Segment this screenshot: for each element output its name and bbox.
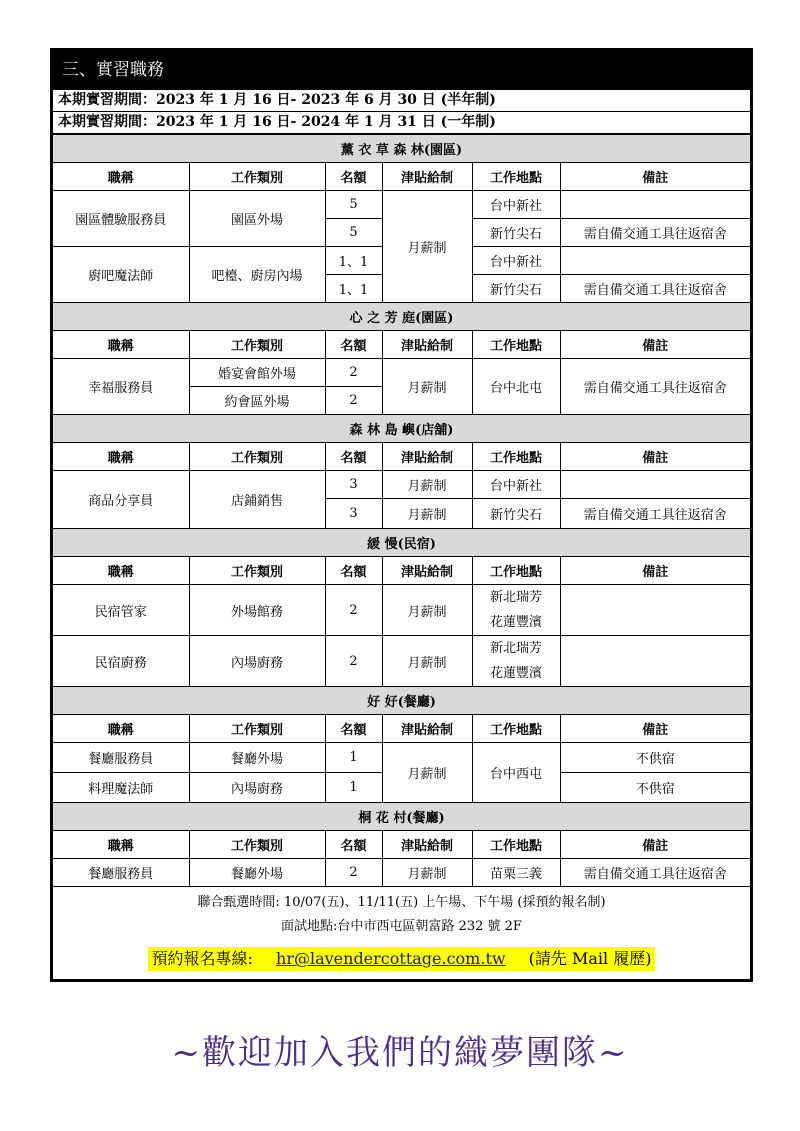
header-remarks: 備註: [560, 831, 750, 859]
job-title: 餐廳服務員: [53, 743, 189, 773]
header-location: 工作地點: [472, 163, 560, 191]
job-quota: 2: [325, 387, 382, 415]
table-row: [53, 471, 750, 499]
job-quota: 1: [325, 743, 382, 773]
job-title: 民宿管家: [53, 585, 189, 636]
job-location: 新竹尖石: [472, 499, 560, 529]
header-title: 職稱: [53, 163, 189, 191]
venue-header: [53, 803, 750, 831]
header-remarks: 備註: [560, 163, 750, 191]
job-quota: 2: [325, 359, 382, 387]
job-allowance: 月薪制: [382, 499, 472, 529]
job-category: 吧檯、廚房內場: [189, 247, 325, 303]
job-location: 台中新社: [472, 247, 560, 275]
header-quota: 名額: [325, 557, 382, 585]
job-remarks: [560, 585, 750, 636]
job-category: 婚宴會館外場: [189, 359, 325, 387]
signup-highlight: [148, 947, 656, 971]
job-location: 台中北屯: [472, 359, 560, 415]
job-quota: 1、1: [325, 247, 382, 275]
header-remarks: 備註: [560, 443, 750, 471]
header-title: 職稱: [53, 331, 189, 359]
job-allowance: 月薪制: [382, 636, 472, 687]
job-allowance: 月薪制: [382, 743, 472, 803]
header-category: 工作類別: [189, 443, 325, 471]
job-title: 民宿廚務: [53, 636, 189, 687]
header-category: 工作類別: [189, 163, 325, 191]
header-allowance: 津貼給制: [382, 163, 472, 191]
table-row: [53, 743, 750, 773]
job-category: 外場館務: [189, 585, 325, 636]
table-row: [53, 636, 750, 687]
venue-header: [53, 529, 750, 557]
job-remarks: 需自備交通工具往返宿舍: [560, 859, 750, 887]
job-category: 餐廳外場: [189, 743, 325, 773]
selection-time: 聯合甄選時間: 10/07(五)、11/11(五) 上午場、下午場 (採預約報名制): [197, 895, 606, 910]
header-category: 工作類別: [189, 715, 325, 743]
job-title: 料理魔法師: [53, 773, 189, 803]
venue-header: [53, 303, 750, 331]
footer: [53, 891, 750, 971]
job-category: 店鋪銷售: [189, 471, 325, 529]
column-headers: [53, 331, 750, 359]
venue-header: [53, 415, 750, 443]
column-headers: [53, 831, 750, 859]
header-location: 工作地點: [472, 557, 560, 585]
signup-line: [53, 947, 750, 971]
header-title: 職稱: [53, 831, 189, 859]
header-location: 工作地點: [472, 831, 560, 859]
header-location: 工作地點: [472, 331, 560, 359]
job-title: 園區體驗服務員: [53, 191, 189, 247]
job-remarks: 需自備交通工具往返宿舍: [560, 275, 750, 303]
job-allowance: 月薪制: [382, 585, 472, 636]
job-quota: 1: [325, 773, 382, 803]
job-allowance: 月薪制: [382, 191, 472, 303]
job-remarks: [560, 636, 750, 687]
recruitment-sheet: [50, 48, 753, 982]
location-line: 花蓮豐濱: [489, 666, 542, 681]
header-allowance: 津貼給制: [382, 557, 472, 585]
interview-place: 面試地點:台中市西屯區朝富路 232 號 2F: [281, 919, 522, 934]
job-location: 新竹尖石: [472, 275, 560, 303]
job-category: 內場廚務: [189, 636, 325, 687]
job-title: 商品分享員: [53, 471, 189, 529]
job-quota: 2: [325, 585, 382, 636]
venue-header: [53, 135, 750, 163]
header-title: 職稱: [53, 443, 189, 471]
header-allowance: 津貼給制: [382, 715, 472, 743]
job-quota: 3: [325, 499, 382, 529]
header-quota: 名額: [325, 163, 382, 191]
period-half-year: 本期實習期間：2023 年 1 月 16 日- 2023 年 6 月 30 日 (半年制): [53, 90, 750, 112]
job-title: 餐廳服務員: [53, 859, 189, 887]
header-quota: 名額: [325, 715, 382, 743]
header-quota: 名額: [325, 331, 382, 359]
job-quota: 5: [325, 191, 382, 219]
venue-header: [53, 687, 750, 715]
job-remarks: [560, 471, 750, 499]
table-row: [53, 585, 750, 636]
job-location: [472, 636, 560, 687]
table-row: [53, 191, 750, 219]
venue-name: 森 林 島 嶼(店舖): [53, 415, 750, 443]
location-line: 新北瑞芳: [489, 590, 542, 605]
job-location: 新竹尖石: [472, 219, 560, 247]
header-remarks: 備註: [560, 557, 750, 585]
venue-name: 薰 衣 草 森 林(園區): [53, 135, 750, 163]
location-line: 新北瑞芳: [489, 641, 542, 656]
job-remarks: 不供宿: [560, 743, 750, 773]
job-remarks: 不供宿: [560, 773, 750, 803]
job-category: 園區外場: [189, 191, 325, 247]
positions-table: [53, 134, 750, 887]
header-category: 工作類別: [189, 331, 325, 359]
job-category: 約會區外場: [189, 387, 325, 415]
header-location: 工作地點: [472, 715, 560, 743]
job-title: 幸福服務員: [53, 359, 189, 415]
header-category: 工作類別: [189, 831, 325, 859]
location-line: 花蓮豐濱: [489, 615, 542, 630]
table-row: [53, 359, 750, 387]
job-quota: 5: [325, 219, 382, 247]
job-remarks: 需自備交通工具往返宿舍: [560, 359, 750, 415]
signup-note: (請先 Mail 履歷): [528, 949, 652, 968]
job-location: 台中新社: [472, 471, 560, 499]
job-location: [472, 585, 560, 636]
header-allowance: 津貼給制: [382, 831, 472, 859]
header-location: 工作地點: [472, 443, 560, 471]
signup-email-link[interactable]: hr@lavendercottage.com.tw: [276, 949, 506, 968]
job-quota: 2: [325, 636, 382, 687]
job-category: 內場廚務: [189, 773, 325, 803]
job-allowance: 月薪制: [382, 471, 472, 499]
venue-name: 心 之 芳 庭(園區): [53, 303, 750, 331]
column-headers: [53, 163, 750, 191]
signup-label: 預約報名專線:: [151, 949, 253, 968]
job-allowance: 月薪制: [382, 359, 472, 415]
venue-name: 桐 花 村(餐廳): [53, 803, 750, 831]
venue-name: 好 好(餐廳): [53, 687, 750, 715]
job-quota: 3: [325, 471, 382, 499]
job-location: 台中西屯: [472, 743, 560, 803]
job-remarks: [560, 191, 750, 219]
column-headers: [53, 443, 750, 471]
column-headers: [53, 715, 750, 743]
header-remarks: 備註: [560, 715, 750, 743]
column-headers: [53, 557, 750, 585]
header-quota: 名額: [325, 443, 382, 471]
header-allowance: 津貼給制: [382, 331, 472, 359]
job-remarks: 需自備交通工具往返宿舍: [560, 499, 750, 529]
job-title: 廚吧魔法師: [53, 247, 189, 303]
venue-name: 緩 慢(民宿): [53, 529, 750, 557]
table-row: [53, 859, 750, 887]
header-title: 職稱: [53, 715, 189, 743]
job-location: 台中新社: [472, 191, 560, 219]
job-location: 苗栗三義: [472, 859, 560, 887]
header-category: 工作類別: [189, 557, 325, 585]
job-category: 餐廳外場: [189, 859, 325, 887]
job-quota: 2: [325, 859, 382, 887]
job-remarks: 需自備交通工具往返宿舍: [560, 219, 750, 247]
header-title: 職稱: [53, 557, 189, 585]
section-title: 三、實習職務: [53, 51, 750, 90]
job-allowance: 月薪制: [382, 859, 472, 887]
slogan: ~歡迎加入我們的織夢團隊~: [171, 1033, 629, 1073]
period-full-year: 本期實習期間：2023 年 1 月 16 日- 2024 年 1 月 31 日 (一年制): [53, 112, 750, 134]
header-allowance: 津貼給制: [382, 443, 472, 471]
header-remarks: 備註: [560, 331, 750, 359]
job-quota: 1、1: [325, 275, 382, 303]
job-remarks: [560, 247, 750, 275]
header-quota: 名額: [325, 831, 382, 859]
